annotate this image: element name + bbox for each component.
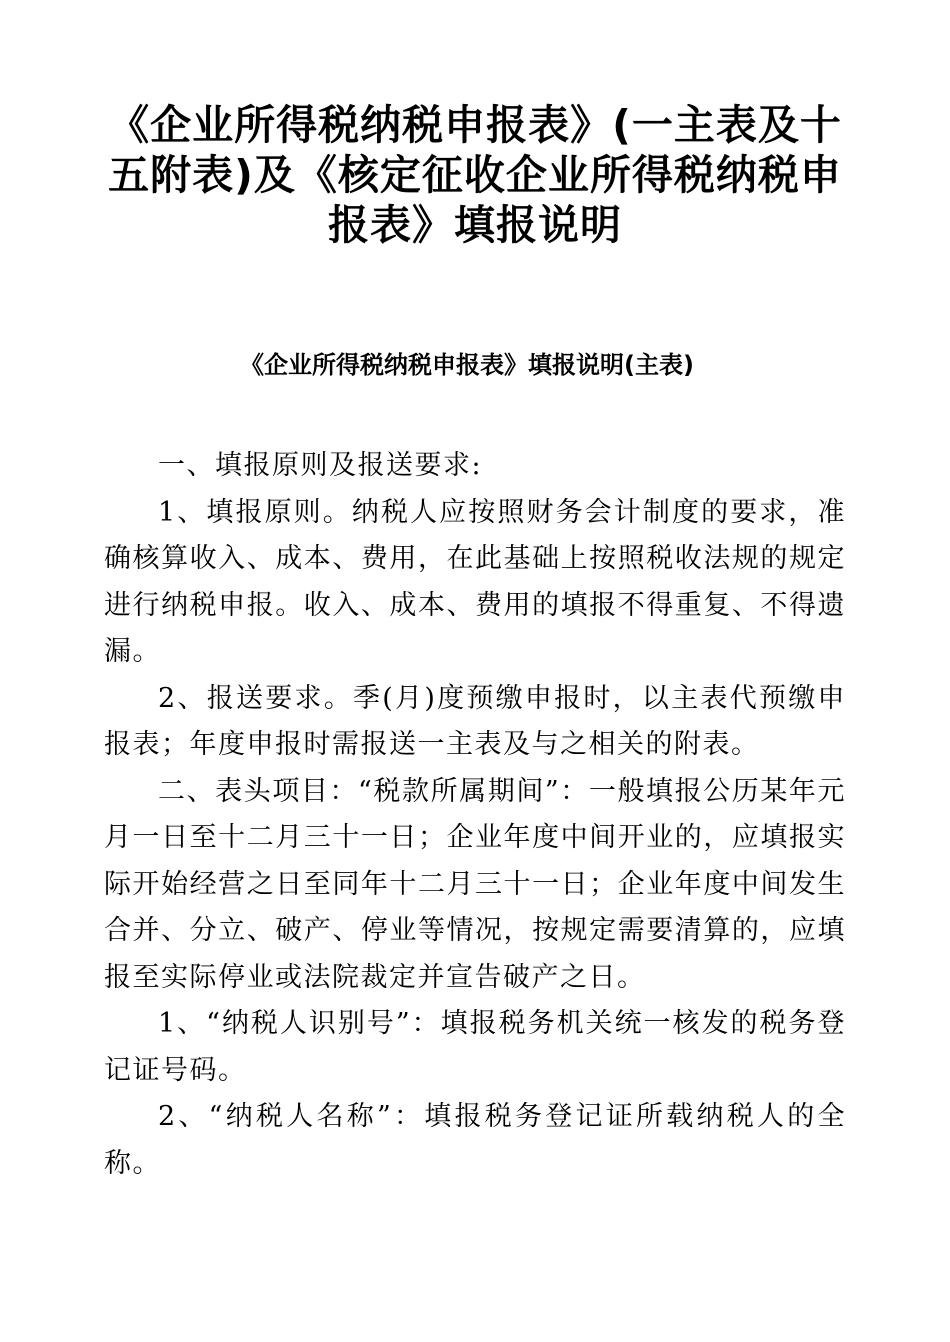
paragraph: 1、填报原则。纳税人应按照财务会计制度的要求，准确核算收入、成本、费用，在此基础上按照税收法规的规定进行纳税申报。收入、成本、费用的填报不得重复、不得遗漏。 xyxy=(104,496,846,667)
document-title: 《企业所得税纳税申报表》(一主表及十五附表)及《核定征收企业所得税纳税申报表》填报说明 xyxy=(108,101,842,249)
paragraph: 2、“纳税人名称”：填报税务登记证所载纳税人的全称。 xyxy=(104,1101,846,1179)
paragraph: 1、“纳税人识别号”：填报税务机关统一核发的税务登记证号码。 xyxy=(104,1008,846,1086)
paragraph: 一、填报原则及报送要求: xyxy=(158,450,483,481)
paragraph: 二、表头项目：“税款所属期间”：一般填报公历某年元月一日至十二月三十一日；企业年度中间开业的，应填报实际开始经营之日至同年十二月三十一日；企业年度中间发生合并、分立、破产、停业等情况，按规定需要清算的，应填报至实际停业或法院裁定并宣告破产之日。 xyxy=(104,775,846,993)
document-body xyxy=(104,443,846,1187)
section-title: 《企业所得税纳税申报表》填报说明(主表) xyxy=(240,351,694,379)
paragraph: 2、报送要求。季(月)度预缴申报时，以主表代预缴申报表；年度申报时需报送一主表及与之相关的附表。 xyxy=(104,682,846,760)
